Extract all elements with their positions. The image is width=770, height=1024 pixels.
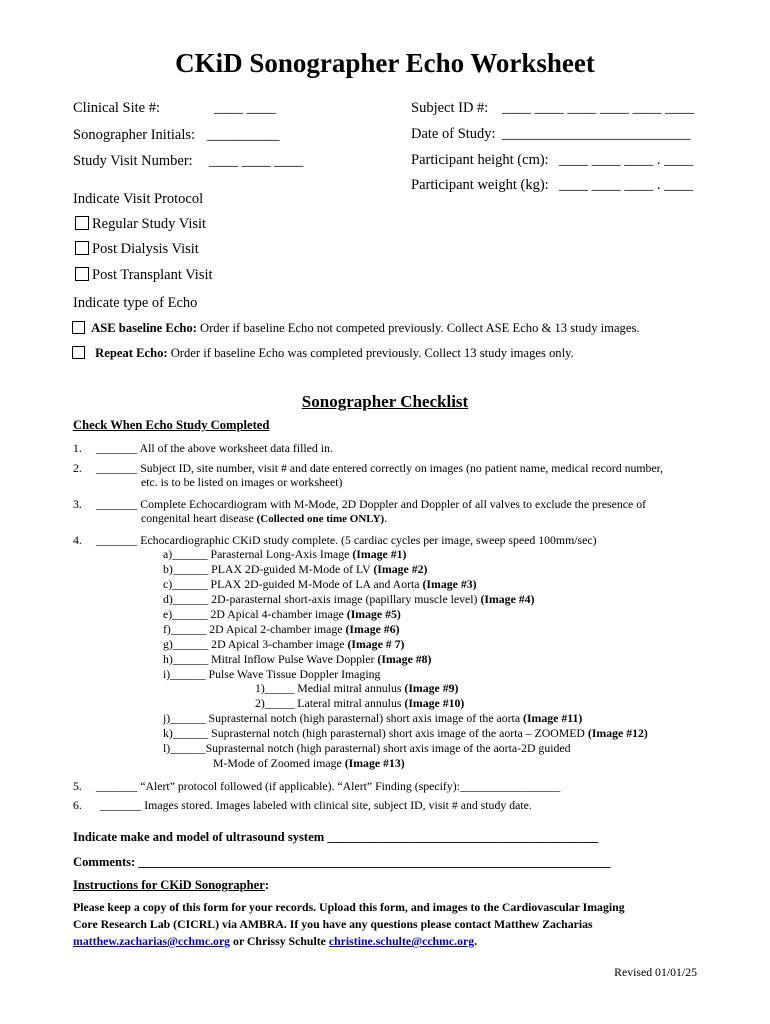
checklist-item-3-cont [141,511,387,526]
image-number: (Image #10) [404,696,465,710]
echo-option-ase[interactable] [72,321,640,336]
subitem-text: 2)_____ Lateral mitral annulus [255,696,405,710]
item-number: 6. [73,798,82,812]
checkbox[interactable] [75,267,89,281]
image-number: (Image #8) [377,652,432,666]
image-number: (Image # 7) [347,637,405,651]
echo-type-heading: Indicate type of Echo [73,295,198,311]
date-of-study-label: Date of Study: [411,126,496,142]
subitem-text: a)______ Parasternal Long-Axis Image [163,547,353,561]
subitem-e[interactable] [163,607,401,622]
study-visit-number-label: Study Visit Number: [73,153,193,169]
subitem-text: f)______ 2D Apical 2-chamber image [163,622,346,636]
subitem-h[interactable] [163,652,431,667]
checkbox[interactable] [75,241,89,255]
repeat-text: Order if baseline Echo was completed previously. Collect 13 study images only. [167,346,574,360]
item-number: 4. [73,533,82,547]
subitem-i[interactable]: i)______ Pulse Wave Tissue Doppler Imaging [163,667,381,681]
weight-field[interactable]: ____ ____ ____ . ____ [559,177,694,193]
checklist-subheading: Check When Echo Study Completed [73,418,270,432]
echo-option-repeat[interactable] [72,346,574,361]
checklist-heading: Sonographer Checklist [301,392,469,411]
image-number: (Image #12) [587,726,648,740]
image-number: (Image #2) [373,562,428,576]
item-number: 5. [73,779,82,793]
height-field[interactable]: ____ ____ ____ . ____ [559,152,694,168]
image-number: (Image #9) [404,681,459,695]
sonographer-initials-field[interactable]: __________ [207,127,280,143]
subitem-i-2[interactable] [255,696,464,711]
option-label: Regular Study Visit [92,216,207,232]
subject-id-field[interactable]: ____ ____ ____ ____ ____ ____ [502,100,695,116]
sonographer-initials-label: Sonographer Initials: [73,127,196,143]
email-link-matthew[interactable]: matthew.zacharias@cchmc.org [73,934,231,948]
subitem-text: d)______ 2D-parasternal short-axis image (papillary muscle level) [163,592,481,606]
subitem-g[interactable] [163,637,404,652]
subitem-text: c)______ PLAX 2D-guided M-Mode of LA and Aorta [163,577,423,591]
instructions-line-2: Core Research Lab (CICRL) via AMBRA. If you have any questions please contact Matthew Zacharias [73,917,593,931]
image-number: (Image #11) [523,711,583,725]
visit-option-regular[interactable] [75,216,206,233]
image-number: (Image #3) [422,577,477,591]
height-label: Participant height (cm): [411,152,549,168]
subitem-c[interactable] [163,577,477,592]
item-number: 3. [73,497,82,511]
checkbox[interactable] [72,346,85,359]
visit-option-post-transplant[interactable] [75,267,213,284]
ultrasound-system-field[interactable]: Indicate make and model of ultrasound system ___________________________________________ [73,830,599,844]
checklist-item-2[interactable]: _______ Subject ID, site number, visit # and date entered correctly on images (no patient name, medical record number, [96,461,664,475]
checkbox[interactable] [75,216,89,230]
checklist-item-1[interactable]: _______ All of the above worksheet data filled in. [96,441,333,455]
subitem-text: h)______ Mitral Inflow Pulse Wave Doppler [163,652,378,666]
image-number: (Image #13) [344,756,405,770]
study-visit-number-field[interactable]: ____ ____ ____ [209,153,304,169]
instructions-line-3 [73,934,477,949]
image-number: (Image #1) [352,547,407,561]
subitem-text: e)______ 2D Apical 4-chamber image [163,607,347,621]
instructions-heading [73,878,269,893]
subitem-text: M-Mode of Zoomed image [213,756,345,770]
image-number: (Image #5) [346,607,401,621]
subitem-a[interactable] [163,547,406,562]
visit-protocol-heading: Indicate Visit Protocol [73,191,204,207]
contact-text: or Chrissy Schulte [230,934,329,948]
item-period: . [384,511,388,525]
subitem-text: j)______ Suprasternal notch (high parasternal) short axis image of the aorta [163,711,524,725]
subitem-text: k)______ Suprasternal notch (high parasternal) short axis image of the aorta – ZOOMED [163,726,588,740]
item-text: congenital heart disease [141,511,257,525]
clinical-site-label: Clinical Site #: [73,100,160,116]
item-note: (Collected one time ONLY) [256,513,385,525]
checklist-item-5[interactable]: _______ “Alert” protocol followed (if applicable). “Alert” Finding (specify):_________________ [96,779,561,793]
option-label: Post Transplant Visit [92,267,213,283]
weight-label: Participant weight (kg): [411,177,549,193]
contact-end: . [474,934,478,948]
subitem-f[interactable] [163,622,400,637]
subitem-i-1[interactable] [255,681,458,696]
subitem-text: 1)_____ Medial mitral annulus [255,681,405,695]
ase-label: ASE baseline Echo: [91,321,197,335]
subitem-l-cont [213,756,405,771]
checklist-item-3[interactable]: _______ Complete Echocardiogram with M-Mode, 2D Doppler and Doppler of all valves to exclude the presence of [96,497,647,511]
date-of-study-field[interactable]: __________________________ [502,126,691,142]
image-number: (Image #4) [480,592,535,606]
option-label: Post Dialysis Visit [92,241,199,257]
subitem-b[interactable] [163,562,427,577]
checklist-item-2-cont: etc. is to be listed on images or worksheet) [141,475,343,489]
subitem-k[interactable] [163,726,648,741]
email-link-christine[interactable]: christine.schulte@cchmc.org [328,934,475,948]
clinical-site-field[interactable]: ____ ____ [214,100,276,116]
item-number: 1. [73,441,82,455]
repeat-label: Repeat Echo: [95,346,168,360]
item-number: 2. [73,461,82,475]
instructions-line-1: Please keep a copy of this form for your records. Upload this form, and images to the Cardiovascular Imaging [73,900,625,914]
checklist-item-6[interactable]: _______ Images stored. Images labeled with clinical site, subject ID, visit # and study date. [100,798,532,812]
page-title: CKiD Sonographer Echo Worksheet [175,48,595,78]
heading-colon: : [264,878,270,892]
checkbox[interactable] [72,321,85,334]
revised-date: Revised 01/01/25 [614,965,697,979]
subitem-d[interactable] [163,592,535,607]
comments-field[interactable]: Comments: ___________________________________________________________________________ [73,855,611,869]
heading-text: Instructions for CKiD Sonographer [73,878,265,892]
ase-text: Order if baseline Echo not competed previously. Collect ASE Echo & 13 study images. [196,321,640,335]
subitem-text: g)______ 2D Apical 3-chamber image [163,637,348,651]
subitem-j[interactable] [163,711,582,726]
subitem-l[interactable]: l)______Suprasternal notch (high parasternal) short axis image of the aorta-2D guided [163,741,571,755]
visit-option-post-dialysis[interactable] [75,241,199,258]
subject-id-label: Subject ID #: [411,100,489,116]
image-number: (Image #6) [345,622,400,636]
checklist-item-4[interactable]: _______ Echocardiographic CKiD study complete. (5 cardiac cycles per image, sweep speed 100mm/sec) [96,533,597,547]
subitem-text: b)______ PLAX 2D-guided M-Mode of LV [163,562,374,576]
